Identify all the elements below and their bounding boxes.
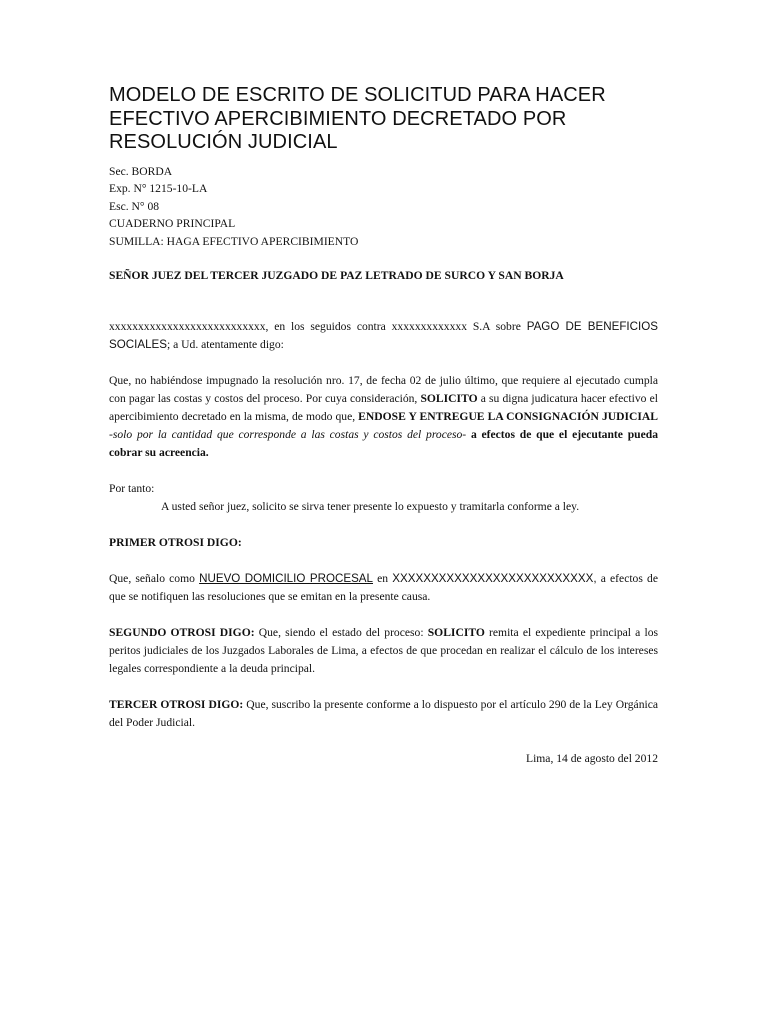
segundo-otrosi-solicito: SOLICITO: [427, 626, 485, 639]
case-info-block: [109, 163, 658, 251]
main-text-c: a su digna judicatura hacer efectivo el apercibimiento decretado en la misma, de modo que,: [109, 392, 658, 423]
tercer-otrosi-heading: TERCER OTROSI DIGO:: [109, 698, 244, 711]
intro-text-a: xxxxxxxxxxxxxxxxxxxxxxxxxxx, en los seguidos contra xxxxxxxxxxxxx S.A sobre: [109, 320, 527, 333]
primer-otrosi-domicilio: NUEVO DOMICILIO PROCESAL: [199, 572, 373, 585]
segundo-otrosi-heading: SEGUNDO OTROSI DIGO:: [109, 626, 255, 639]
tercer-otrosi-text-a: Que, suscribo la presente conforme a lo dispuesto por el artículo 290 de la Ley Orgánica del Poder Judicial.: [109, 698, 659, 729]
intro-text-c: ; a Ud. atentamente digo:: [167, 338, 284, 351]
primer-otrosi-text-a: Que, señalo como: [109, 572, 200, 585]
tercer-otrosi-paragraph: [109, 696, 658, 732]
primer-otrosi-text-e: a efectos de que se notifiquen las resoluciones que se emitan en la presente causa.: [109, 572, 658, 603]
por-tanto-text: A usted señor juez, solicito se sirva tener presente lo expuesto y tramitarla conforme a ley.: [161, 500, 580, 513]
main-efectos: a efectos de que el ejecutante pueda cobrar su acreencia.: [109, 428, 658, 459]
primer-otrosi-paragraph: [109, 570, 658, 606]
case-sumilla: SUMILLA: HAGA EFECTIVO APERCIBIMIENTO: [109, 234, 359, 248]
case-cuaderno: CUADERNO PRINCIPAL: [109, 217, 236, 230]
segundo-otrosi-text-a: Que, siendo el estado del proceso:: [254, 626, 428, 639]
segundo-otrosi-paragraph: [109, 624, 658, 678]
segundo-otrosi-text-c: remita el expediente principal a los peritos judiciales de los Juzgados Laborales de Lima, a efectos de que procedan en realizar el cálculo de los intereses legales correspondiente a la deuda principal.: [109, 626, 659, 675]
case-sec: Sec. BORDA: [109, 164, 173, 178]
intro-paragraph: [109, 318, 658, 354]
por-tanto-label: Por tanto:: [109, 482, 155, 495]
case-exp: Exp. N° 1215-10-LA: [109, 182, 208, 195]
case-esc: Esc. N° 08: [109, 199, 160, 213]
main-endose: ENDOSE Y ENTREGUE LA CONSIGNACIÓN JUDICIAL: [358, 410, 658, 423]
main-text-a: Que, no habiéndose impugnado la resolución nro. 17, de fecha 02 de julio último, que requiere al ejecutado cumpla con pagar las costas y costos del proceso. Por cuya consideración,: [109, 374, 658, 405]
main-italic-note: -solo por la cantidad que corresponde a las costas y costos del proceso-: [109, 428, 467, 441]
primer-otrosi-text-c: en: [373, 572, 393, 585]
document-title: MODELO DE ESCRITO DE SOLICITUD PARA HACER EFECTIVO APERCIBIMIENTO DECRETADO POR RESOLUCIÓN JUDICIAL: [109, 84, 606, 153]
intro-matter: PAGO DE BENEFICIOS SOCIALES: [109, 320, 658, 351]
addressee: SEÑOR JUEZ DEL TERCER JUZGADO DE PAZ LETRADO DE SURCO Y SAN BORJA: [109, 269, 564, 282]
main-paragraph: [109, 372, 658, 462]
main-solicito: SOLICITO: [420, 392, 478, 405]
date-line: Lima, 14 de agosto del 2012: [525, 752, 658, 765]
primer-otrosi-heading: PRIMER OTROSI DIGO:: [109, 536, 242, 549]
primer-otrosi-address: XXXXXXXXXXXXXXXXXXXXXXXXXX,: [392, 572, 597, 585]
